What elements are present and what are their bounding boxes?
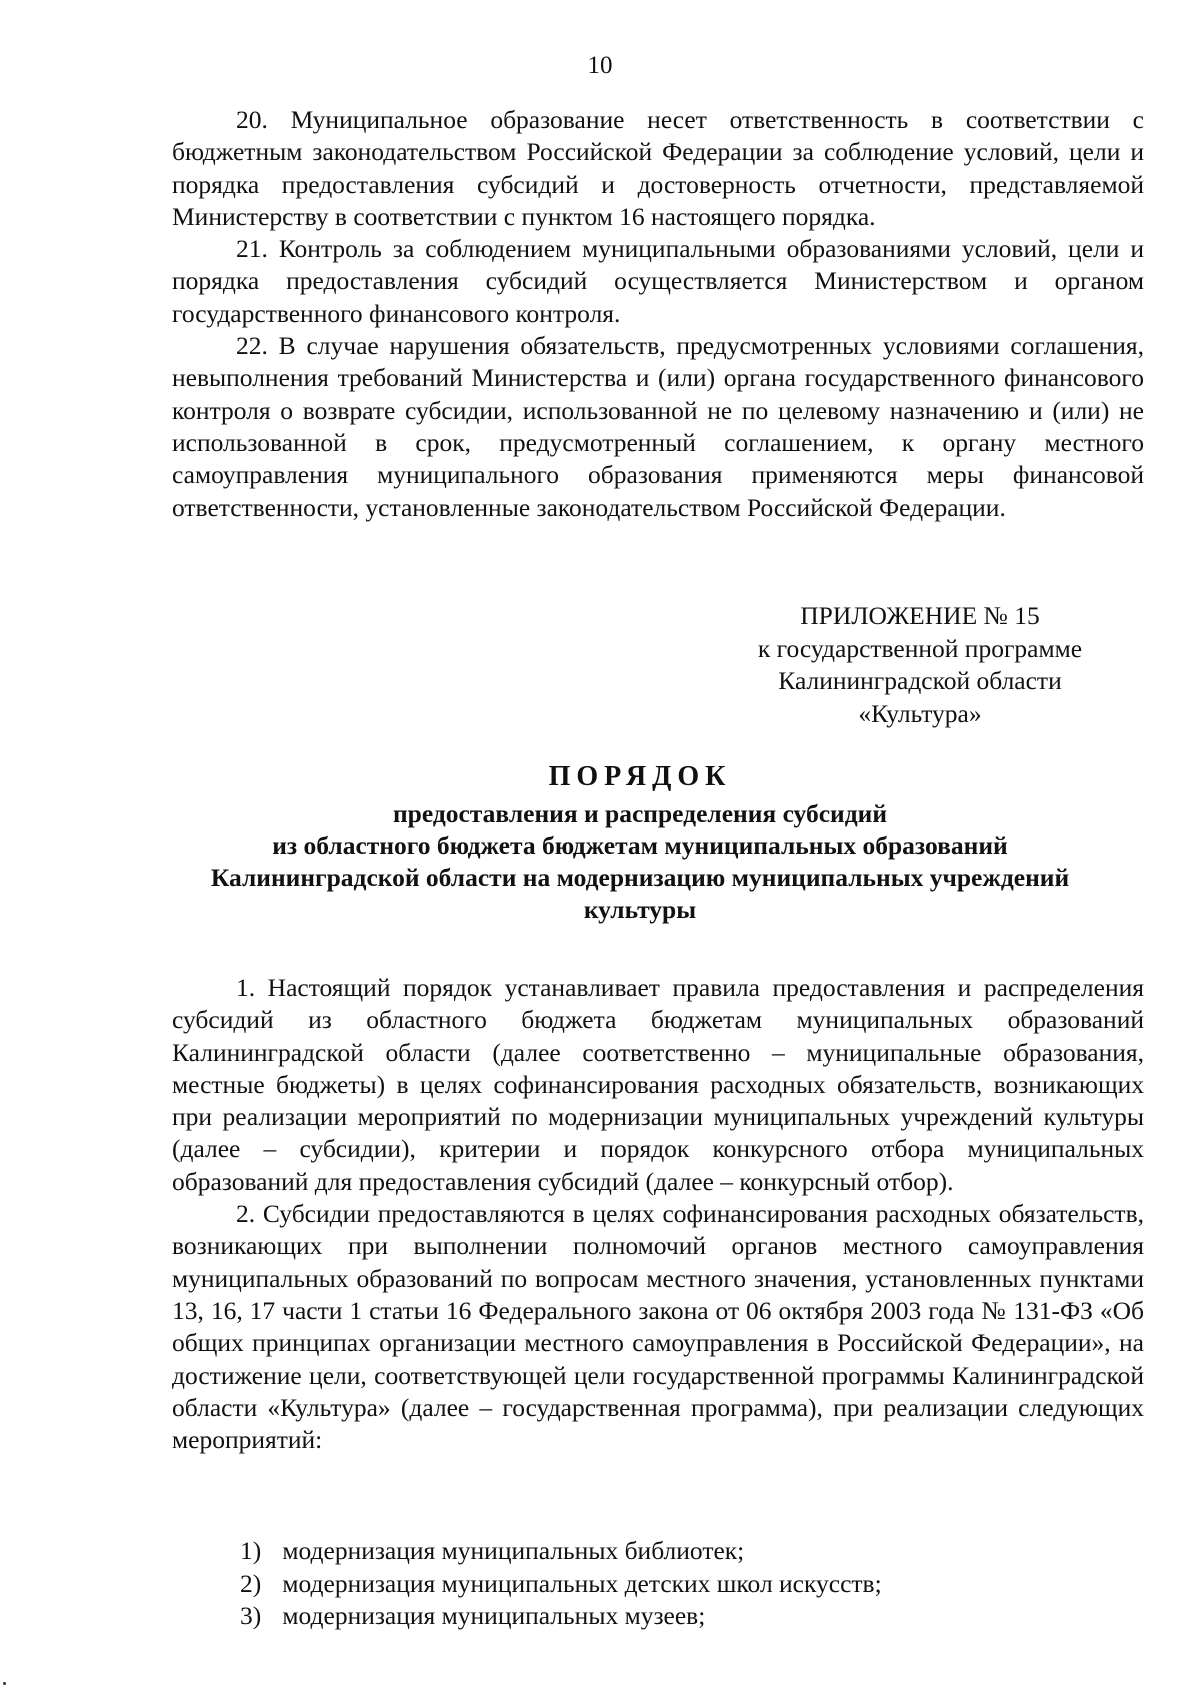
list-item: [240, 1568, 1140, 1601]
document-subtitle-line-2: из областного бюджета бюджетам муниципальных образований: [272, 831, 1008, 860]
body-section: [172, 972, 1144, 1456]
appendix-program-line: к государственной программе: [757, 633, 1083, 663]
document-title-block: [140, 760, 1140, 926]
appendix-program-name: «Культура»: [858, 698, 982, 728]
list-item-text: модернизация муниципальных библиотек;: [282, 1536, 745, 1565]
document-subtitle-line-4: культуры: [583, 895, 697, 924]
list-item-number: 2): [240, 1568, 262, 1598]
list-item-text: модернизация муниципальных музеев;: [282, 1601, 706, 1630]
appendix-block: [720, 600, 1120, 730]
paragraph-22: 22. В случае нарушения обязательств, предусмотренных условиями соглашения, невыполнения требований Министерства и (или) органа государственного финансового контроля о возврате субсидии, использованной не по целевому назначению и (или) не использованной в срок, предусмотренный соглашением, к органу местного самоуправления муниципального образования применяются меры финансовой ответственности, установленные законодательством Российской Федерации.: [172, 331, 1144, 522]
list-item-number: 3): [240, 1601, 262, 1630]
paragraph-2: 2. Субсидии предоставляются в целях софинансирования расходных обязательств, возникающих при выполнении полномочий органов местного самоуправления муниципальных образований по вопросам местного значения, установленных пунктами 13, 16, 17 части 1 статьи 16 Федерального закона от 06 октября 2003 года № 131-ФЗ «Об общих принципах организации местного самоуправления в Российской Федерации», на достижение цели, соответствующей цели государственной программы Калининградской области «Культура» (далее – государственная программа), при реализации следующих мероприятий:: [172, 1199, 1144, 1455]
scan-speck: [3, 1682, 6, 1685]
appendix-number: ПРИЛОЖЕНИЕ № 15: [800, 601, 1040, 630]
appendix-region-line: Калининградской области: [778, 666, 1062, 695]
top-section: [172, 104, 1144, 524]
document-subtitle-line-3: Калининградской области на модернизацию муниципальных учреждений: [210, 863, 1070, 892]
list-item: [240, 1535, 1140, 1568]
list-item-number: 1): [240, 1536, 262, 1565]
list-item-text: модернизация муниципальных детских школ искусств;: [282, 1568, 882, 1598]
paragraph-21: 21. Контроль за соблюдением муниципальными образованиями условий, цели и порядка предоставления субсидий осуществляется Министерством и органом государственного финансового контроля.: [172, 234, 1144, 328]
document-subtitle-line-1: предоставления и распределения субсидий: [392, 799, 888, 828]
page-number: 10: [587, 52, 613, 79]
paragraph-1: 1. Настоящий порядок устанавливает правила предоставления и распределения субсидий из областного бюджета бюджетам муниципальных образований Калининградской области (далее соответственно – муниципальные образования, местные бюджеты) в целях софинансирования расходных обязательств, возникающих при реализации мероприятий по модернизации муниципальных учреждений культуры (далее – субсидии), критерии и порядок конкурсного отбора муниципальных образований для предоставления субсидий (далее – конкурсный отбор).: [172, 973, 1144, 1196]
document-heading: ПОРЯДОК: [548, 761, 732, 792]
list-item: [240, 1600, 1140, 1633]
paragraph-20: 20. Муниципальное образование несет ответственность в соответствии с бюджетным законодательством Российской Федерации за соблюдение условий, цели и порядка предоставления субсидий и достоверность отчетности, представляемой Министерству в соответствии с пунктом 16 настоящего порядка.: [172, 105, 1144, 231]
measures-list: [240, 1535, 1140, 1633]
